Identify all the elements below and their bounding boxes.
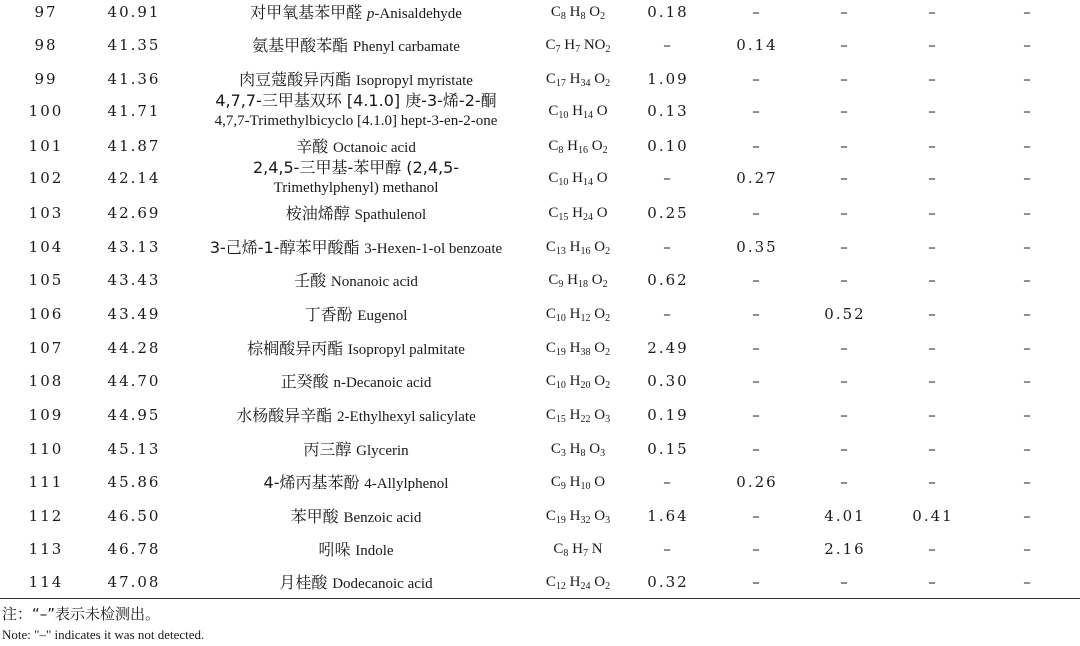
compound-name-zh: 吲哚 xyxy=(318,540,351,559)
retention-time: 45.13 xyxy=(107,440,161,458)
compound-name-zh: 丁香酚 xyxy=(304,305,353,324)
compound-name-zh: 桉油烯醇 xyxy=(285,204,350,223)
compound-name-zh: 月桂酸 xyxy=(279,573,328,592)
relative-content-2: – xyxy=(752,573,762,591)
relative-content-4: – xyxy=(928,540,938,558)
compound-name-zh: 壬酸 xyxy=(294,271,327,290)
compound-name xyxy=(252,37,460,56)
compound-name-en: p-Anisaldehyde xyxy=(366,6,462,22)
table-row xyxy=(0,373,1080,403)
relative-content-1: 0.25 xyxy=(647,204,689,222)
molecular-formula: $C_{10}$ $H_{20}$ $O_2$ xyxy=(545,373,611,391)
relative-content-3: – xyxy=(840,204,850,222)
compound-name-line2: 4,7,7-Trimethylbicyclo [4.1.0] hept-3-en-2-one xyxy=(214,113,498,129)
compound-name xyxy=(215,91,498,131)
relative-content-1: 0.18 xyxy=(647,3,689,21)
compound-name xyxy=(253,158,459,198)
relative-content-2: – xyxy=(752,372,762,390)
relative-content-3: 0.52 xyxy=(824,305,866,323)
molecular-formula: $C_{19}$ $H_{32}$ $O_3$ xyxy=(545,508,611,526)
relative-content-5: – xyxy=(1023,70,1033,88)
relative-content-4: – xyxy=(928,3,938,21)
compound-name-en: Phenyl carbamate xyxy=(352,39,460,55)
relative-content-1: – xyxy=(663,169,673,187)
relative-content-5: – xyxy=(1023,406,1033,424)
relative-content-4: – xyxy=(928,473,938,491)
retention-time: 44.28 xyxy=(107,339,161,357)
relative-content-4: – xyxy=(928,36,938,54)
row-number: 109 xyxy=(28,406,64,424)
relative-content-1: 0.62 xyxy=(647,271,689,289)
compound-name xyxy=(236,407,476,426)
relative-content-5: – xyxy=(1023,169,1033,187)
relative-content-5: – xyxy=(1023,440,1033,458)
compound-name xyxy=(281,373,432,392)
relative-content-2: 0.14 xyxy=(736,36,778,54)
row-number: 104 xyxy=(28,238,64,256)
row-number: 97 xyxy=(34,3,58,21)
relative-content-2: – xyxy=(752,339,762,357)
retention-time: 42.14 xyxy=(107,169,161,187)
molecular-formula: $C_3$ $H_8$ $O_3$ xyxy=(550,441,606,459)
compound-name-en: Eugenol xyxy=(357,308,408,324)
retention-time: 43.43 xyxy=(107,271,161,289)
table-row xyxy=(0,574,1080,604)
relative-content-1: 0.32 xyxy=(647,573,689,591)
relative-content-5: – xyxy=(1023,36,1033,54)
relative-content-5: – xyxy=(1023,473,1033,491)
compound-name-zh: 对甲氧基苯甲醛 xyxy=(250,3,363,22)
compound-name xyxy=(247,340,465,359)
relative-content-3: 2.16 xyxy=(824,540,866,558)
relative-content-1: – xyxy=(663,540,673,558)
row-number: 112 xyxy=(28,507,64,525)
retention-time: 46.78 xyxy=(107,540,161,558)
compound-name xyxy=(294,272,418,291)
table-row xyxy=(0,205,1080,235)
relative-content-4: – xyxy=(928,573,938,591)
relative-content-3: – xyxy=(840,440,850,458)
molecular-formula: $C_{15}$ $H_{22}$ $O_3$ xyxy=(545,407,611,425)
molecular-formula: $C_{15}$ $H_{24}$ O xyxy=(548,205,608,223)
retention-time: 46.50 xyxy=(107,507,161,525)
relative-content-4: – xyxy=(928,271,938,289)
compound-name-en: Spathulenol xyxy=(354,207,427,223)
relative-content-3: – xyxy=(840,102,850,120)
relative-content-1: 2.49 xyxy=(647,339,689,357)
relative-content-1: – xyxy=(663,36,673,54)
molecular-formula: $C_{10}$ $H_{12}$ $O_2$ xyxy=(545,306,611,324)
row-number: 98 xyxy=(34,36,58,54)
compound-name xyxy=(279,574,432,593)
relative-content-3: – xyxy=(840,406,850,424)
relative-content-3: – xyxy=(840,36,850,54)
compound-name-line1: 2,4,5-三甲基-苯甲醇 (2,4,5- xyxy=(252,158,460,177)
relative-content-1: 0.15 xyxy=(647,440,689,458)
compound-name-zh: 4-烯丙基苯酚 xyxy=(263,473,360,492)
molecular-formula: $C_{13}$ $H_{16}$ $O_2$ xyxy=(545,239,611,257)
retention-time: 41.71 xyxy=(107,102,161,120)
compound-name-line2: Trimethylphenyl) methanol xyxy=(273,180,439,196)
compound-name-line1: 4,7,7-三甲基双环 [4.1.0] 庚-3-烯-2-酮 xyxy=(215,91,497,110)
relative-content-4: – xyxy=(928,70,938,88)
relative-content-3: – xyxy=(840,339,850,357)
relative-content-4: – xyxy=(928,305,938,323)
compound-name-en: n-Decanoic acid xyxy=(333,375,432,391)
compound-name xyxy=(296,138,416,157)
compound-name xyxy=(250,4,462,23)
relative-content-2: 0.35 xyxy=(736,238,778,256)
relative-content-5: – xyxy=(1023,573,1033,591)
compound-name xyxy=(318,541,393,560)
compound-name-zh: 肉豆蔻酸异丙酯 xyxy=(239,70,352,89)
row-number: 102 xyxy=(28,169,64,187)
compound-name xyxy=(210,239,502,258)
relative-content-2: – xyxy=(752,204,762,222)
compound-name-en: Dodecanoic acid xyxy=(332,576,433,592)
compound-name-zh: 3-己烯-1-醇苯甲酸酯 xyxy=(209,238,360,257)
relative-content-3: – xyxy=(840,473,850,491)
compound-name-zh: 正癸酸 xyxy=(280,372,329,391)
compound-name-en: 4-Allylphenol xyxy=(364,476,449,492)
table-note-chinese: 注：“–”表示未检测出。 xyxy=(2,605,161,623)
retention-time: 42.69 xyxy=(107,204,161,222)
molecular-formula: $C_{19}$ $H_{38}$ $O_2$ xyxy=(545,340,611,358)
compound-name-zh: 丙三醇 xyxy=(303,440,352,459)
compound-name-en: Isopropyl palmitate xyxy=(347,342,465,358)
relative-content-5: – xyxy=(1023,339,1033,357)
relative-content-4: 0.41 xyxy=(912,507,954,525)
table-note-english: Note: "–" indicates it was not detected. xyxy=(2,627,205,642)
row-number: 107 xyxy=(28,339,64,357)
table-row xyxy=(0,158,1080,196)
relative-content-1: – xyxy=(663,473,673,491)
relative-content-1: 0.30 xyxy=(647,372,689,390)
compound-name-en: Nonanoic acid xyxy=(330,274,418,290)
relative-content-2: – xyxy=(752,3,762,21)
relative-content-5: – xyxy=(1023,3,1033,21)
compound-name xyxy=(239,71,473,90)
relative-content-1: 0.19 xyxy=(647,406,689,424)
retention-time: 41.36 xyxy=(107,70,161,88)
relative-content-1: 0.10 xyxy=(647,137,689,155)
table-row xyxy=(0,306,1080,336)
relative-content-2: – xyxy=(752,440,762,458)
compound-name xyxy=(286,205,426,224)
row-number: 114 xyxy=(28,573,64,591)
molecular-formula: $C_8$ $H_{16}$ $O_2$ xyxy=(548,138,608,156)
compound-name xyxy=(303,441,408,460)
retention-time: 41.35 xyxy=(107,36,161,54)
relative-content-1: – xyxy=(663,305,673,323)
retention-time: 45.86 xyxy=(107,473,161,491)
relative-content-3: 4.01 xyxy=(824,507,866,525)
compound-name-zh: 棕榈酸异丙酯 xyxy=(247,339,344,358)
relative-content-2: – xyxy=(752,102,762,120)
row-number: 100 xyxy=(28,102,64,120)
relative-content-1: – xyxy=(663,238,673,256)
table-bottom-rule xyxy=(0,598,1080,599)
relative-content-3: – xyxy=(840,70,850,88)
molecular-formula: $C_9$ $H_{18}$ $O_2$ xyxy=(548,272,608,290)
compound-name xyxy=(305,306,408,325)
row-number: 101 xyxy=(28,137,64,155)
relative-content-4: – xyxy=(928,339,938,357)
row-number: 106 xyxy=(28,305,64,323)
relative-content-3: – xyxy=(840,372,850,390)
relative-content-5: – xyxy=(1023,137,1033,155)
compound-name xyxy=(291,508,422,527)
relative-content-4: – xyxy=(928,406,938,424)
molecular-formula: $C_{12}$ $H_{24}$ $O_2$ xyxy=(545,574,611,592)
relative-content-5: – xyxy=(1023,540,1033,558)
compound-name xyxy=(264,474,449,493)
compound-name-en: 3-Hexen-1-ol benzoate xyxy=(364,241,503,257)
molecular-formula: $C_{10}$ $H_{14}$ O xyxy=(548,103,608,121)
relative-content-2: – xyxy=(752,305,762,323)
table-row xyxy=(0,91,1080,129)
retention-time: 44.95 xyxy=(107,406,161,424)
compound-name-zh: 氨基甲酸苯酯 xyxy=(252,36,349,55)
table-row xyxy=(0,508,1080,538)
compound-name-zh: 苯甲酸 xyxy=(290,507,339,526)
compound-name-en: Glycerin xyxy=(356,443,409,459)
row-number: 111 xyxy=(28,473,64,491)
relative-content-5: – xyxy=(1023,102,1033,120)
relative-content-2: – xyxy=(752,507,762,525)
relative-content-5: – xyxy=(1023,204,1033,222)
molecular-formula: $C_8$ $H_8$ $O_2$ xyxy=(550,4,606,22)
relative-content-4: – xyxy=(928,169,938,187)
molecular-formula: $C_7$ $H_7$ $NO_2$ xyxy=(545,37,611,55)
compound-name-en: Isopropyl myristate xyxy=(355,73,473,89)
row-number: 108 xyxy=(28,372,64,390)
table-row xyxy=(0,272,1080,302)
relative-content-4: – xyxy=(928,238,938,256)
table-row xyxy=(0,340,1080,370)
compound-name-en: Octanoic acid xyxy=(332,140,416,156)
relative-content-5: – xyxy=(1023,372,1033,390)
relative-content-2: – xyxy=(752,137,762,155)
retention-time: 44.70 xyxy=(107,372,161,390)
retention-time: 40.91 xyxy=(107,3,161,21)
compound-name-en: Indole xyxy=(355,543,394,559)
relative-content-2: 0.27 xyxy=(736,169,778,187)
table-row xyxy=(0,407,1080,437)
relative-content-2: – xyxy=(752,406,762,424)
row-number: 103 xyxy=(28,204,64,222)
relative-content-4: – xyxy=(928,137,938,155)
relative-content-1: 1.64 xyxy=(647,507,689,525)
table-row xyxy=(0,541,1080,571)
relative-content-4: – xyxy=(928,102,938,120)
row-number: 99 xyxy=(34,70,58,88)
retention-time: 43.13 xyxy=(107,238,161,256)
compound-name-zh: 水杨酸异辛酯 xyxy=(236,406,333,425)
relative-content-1: 1.09 xyxy=(647,70,689,88)
relative-content-3: – xyxy=(840,573,850,591)
molecular-formula: $C_{10}$ $H_{14}$ O xyxy=(548,170,608,188)
compound-name-en: Benzoic acid xyxy=(343,510,422,526)
table-row xyxy=(0,4,1080,34)
relative-content-4: – xyxy=(928,440,938,458)
retention-time: 47.08 xyxy=(107,573,161,591)
molecular-formula: $C_9$ $H_{10}$ O xyxy=(550,474,606,492)
table-row xyxy=(0,474,1080,504)
compound-name-zh: 辛酸 xyxy=(296,137,329,156)
table-row xyxy=(0,239,1080,269)
molecular-formula: $C_8$ $H_7$ N xyxy=(553,541,603,559)
row-number: 113 xyxy=(28,540,64,558)
relative-content-2: 0.26 xyxy=(736,473,778,491)
relative-content-3: – xyxy=(840,271,850,289)
relative-content-2: – xyxy=(752,70,762,88)
relative-content-2: – xyxy=(752,271,762,289)
row-number: 105 xyxy=(28,271,64,289)
relative-content-3: – xyxy=(840,238,850,256)
relative-content-3: – xyxy=(840,137,850,155)
relative-content-5: – xyxy=(1023,238,1033,256)
row-number: 110 xyxy=(28,440,64,458)
relative-content-4: – xyxy=(928,372,938,390)
relative-content-2: – xyxy=(752,540,762,558)
molecular-formula: $C_{17}$ $H_{34}$ $O_2$ xyxy=(545,71,611,89)
relative-content-3: – xyxy=(840,169,850,187)
retention-time: 41.87 xyxy=(107,137,161,155)
retention-time: 43.49 xyxy=(107,305,161,323)
table-row xyxy=(0,37,1080,67)
relative-content-3: – xyxy=(840,3,850,21)
relative-content-4: – xyxy=(928,204,938,222)
table-row xyxy=(0,441,1080,471)
relative-content-5: – xyxy=(1023,271,1033,289)
compound-name-en: 2-Ethylhexyl salicylate xyxy=(337,409,476,425)
relative-content-5: – xyxy=(1023,305,1033,323)
relative-content-1: 0.13 xyxy=(647,102,689,120)
relative-content-5: – xyxy=(1023,507,1033,525)
